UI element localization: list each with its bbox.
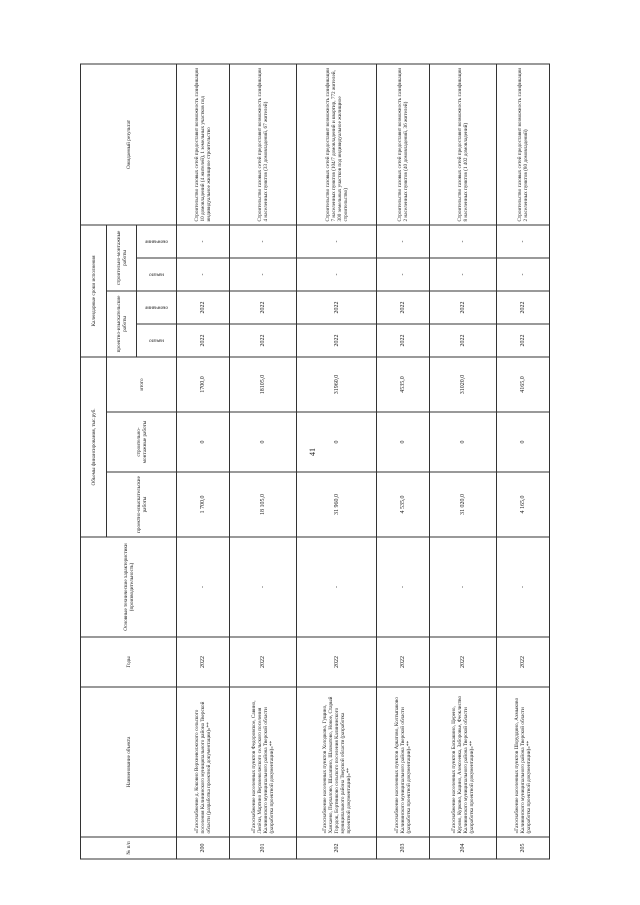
cell-tech: - — [377, 537, 430, 637]
cell-result: Строительство газовых сетей предоставит возможность газификации 10 домовладений (4 жителей), 1 земельных участков под индивидуальное жилищное строительство — [177, 64, 230, 225]
cell-years: 2022 — [296, 637, 377, 687]
cell-fin-construction: 0 — [497, 412, 550, 472]
header-sched-construction: строительно-монтажные работы — [107, 225, 137, 291]
cell-cw-start: - — [229, 258, 296, 291]
header-tech: Основные технические характеристики (производительность) — [81, 537, 177, 637]
cell-cw-start: - — [377, 258, 430, 291]
financing-table — [80, 63, 550, 859]
cell-pd-start: 2022 — [430, 324, 497, 357]
header-fin-total: итого — [107, 357, 177, 412]
table-row — [229, 64, 296, 859]
header-fin-construction: строительно-монтажные работы — [107, 412, 177, 472]
header-pd-end: окончание — [137, 291, 177, 324]
cell-fin-design: 31 960,0 — [296, 472, 377, 537]
cell-pd-end: 2022 — [177, 291, 230, 324]
cell-name: «Газоснабжение населенных пунктов Холодково, Гущино, Ханхаево, Перхалово, Шалапино, Шахматово, Новое, Старый Городок, Бортниково сельского поселения Калининского муниципального района Тверской области (разработка проектной документации)»** — [296, 687, 377, 837]
header-fin-design: проектно-изыскательские работы — [107, 472, 177, 537]
cell-cw-end: - — [377, 225, 430, 258]
cell-pd-start: 2022 — [497, 324, 550, 357]
cell-cw-start: - — [296, 258, 377, 291]
cell-cw-start: - — [497, 258, 550, 291]
table-row — [296, 64, 377, 859]
cell-cw-end: - — [296, 225, 377, 258]
cell-years: 2022 — [497, 637, 550, 687]
cell-tech: - — [229, 537, 296, 637]
cell-cw-start: - — [177, 258, 230, 291]
financing-table-rotated — [80, 65, 550, 860]
cell-fin-total: 31020,0 — [430, 357, 497, 412]
cell-pd-end: 2022 — [497, 291, 550, 324]
cell-cw-end: - — [229, 225, 296, 258]
cell-fin-construction: 0 — [377, 412, 430, 472]
cell-num: 201 — [229, 837, 296, 859]
header-pd-start: начало — [137, 324, 177, 357]
cell-name: «Газоснабжение населенных пунктов Аркатово, Колтыпаково Калининского муниципального района Тверской области (разработка проектной документации)»** — [377, 687, 430, 837]
cell-name: «Газоснабжение населенных пунктов Баскакино, Церено, Курово, Курково, Кацино, Алексеевка, Заборовье, Феоклиство Калининского муниципального района Тверской области (разработка проектной документации)»** — [430, 687, 497, 837]
cell-result: Строительство газовых сетей предоставит возможность газификации 4 населенных пунктов (33 домовладений, 67 жителей) — [229, 64, 296, 225]
header-sched-design: проектно-изыскательские работы — [107, 291, 137, 357]
cell-years: 2022 — [430, 637, 497, 687]
header-num: № п/п — [81, 837, 177, 859]
cell-pd-end: 2022 — [296, 291, 377, 324]
cell-pd-start: 2022 — [296, 324, 377, 357]
header-years: Годы — [81, 637, 177, 687]
cell-fin-construction: 0 — [296, 412, 377, 472]
cell-pd-start: 2022 — [377, 324, 430, 357]
cell-fin-total: 18105,0 — [229, 357, 296, 412]
cell-num: 205 — [497, 837, 550, 859]
table-row — [177, 64, 230, 859]
cell-result: Строительство газовых сетей предоставит возможность газификации 2 населенных пунктов (40 домовладений, 36 жителей) — [377, 64, 430, 225]
cell-tech: - — [497, 537, 550, 637]
cell-fin-construction: 0 — [229, 412, 296, 472]
cell-years: 2022 — [229, 637, 296, 687]
cell-cw-start: - — [430, 258, 497, 291]
cell-fin-total: 4535,0 — [377, 357, 430, 412]
cell-fin-construction: 0 — [430, 412, 497, 472]
table-row — [497, 64, 550, 859]
cell-years: 2022 — [177, 637, 230, 687]
cell-name: «Газоснабжение д. Коковно Верхневолжского сельского поселения Калининского муниципального района Тверской области (разработка проектной документации)»** — [177, 687, 230, 837]
cell-name: «Газоснабжение населенных пунктов Шоруддино, Ахмыково Калининского муниципального района Тверской области (разработка проектной документации)»** — [497, 687, 550, 837]
cell-tech: - — [430, 537, 497, 637]
cell-name: «Газоснабжение населенных пунктов Федоровское, Савино, Лепёхи, Мартино Верхневолжского сельского поселения Калининского муниципального района Тверской области (разработка проектной документации)»** — [229, 687, 296, 837]
cell-pd-start: 2022 — [229, 324, 296, 357]
cell-result: Строительство газовых сетей предоставит возможность газификации 2 населенных пунктов (80 домовладений) — [497, 64, 550, 225]
header-result: Ожидаемый результат — [81, 64, 177, 225]
cell-fin-total: 1700,0 — [177, 357, 230, 412]
table-row — [430, 64, 497, 859]
cell-fin-design: 1 700,0 — [177, 472, 230, 537]
cell-pd-end: 2022 — [377, 291, 430, 324]
cell-cw-end: - — [497, 225, 550, 258]
cell-tech: - — [177, 537, 230, 637]
cell-num: 204 — [430, 837, 497, 859]
cell-result: Строительство газовых сетей предоставит возможность газификации 8 населенных пунктов (1 402 домовладений) — [430, 64, 497, 225]
header-financing: Объемы финансирования, тыс.руб. — [81, 357, 107, 537]
table-row — [377, 64, 430, 859]
header-cw-start: начало — [137, 258, 177, 291]
cell-fin-design: 4 165,0 — [497, 472, 550, 537]
cell-fin-design: 18 105,0 — [229, 472, 296, 537]
cell-pd-start: 2022 — [177, 324, 230, 357]
cell-fin-total: 31960,0 — [296, 357, 377, 412]
cell-cw-end: - — [430, 225, 497, 258]
cell-fin-design: 31 020,0 — [430, 472, 497, 537]
header-schedule: Календарные сроки исполнения — [81, 225, 107, 357]
cell-num: 203 — [377, 837, 430, 859]
cell-fin-design: 4 535,0 — [377, 472, 430, 537]
cell-fin-construction: 0 — [177, 412, 230, 472]
cell-num: 202 — [296, 837, 377, 859]
page-number: 41 — [308, 448, 317, 456]
cell-years: 2022 — [377, 637, 430, 687]
cell-tech: - — [296, 537, 377, 637]
cell-num: 200 — [177, 837, 230, 859]
cell-pd-end: 2022 — [430, 291, 497, 324]
cell-fin-total: 4165,0 — [497, 357, 550, 412]
cell-pd-end: 2022 — [229, 291, 296, 324]
header-cw-end: окончание — [137, 225, 177, 258]
cell-result: Строительство газовых сетей предоставит возможность газификации 7 населенных пунктов (104/7 домовладений и квартир, 772 жителей, 300 земельных участков под индивидуальное жилищное строительство) — [296, 64, 377, 225]
cell-cw-end: - — [177, 225, 230, 258]
header-name: Наименование объекта — [81, 687, 177, 837]
